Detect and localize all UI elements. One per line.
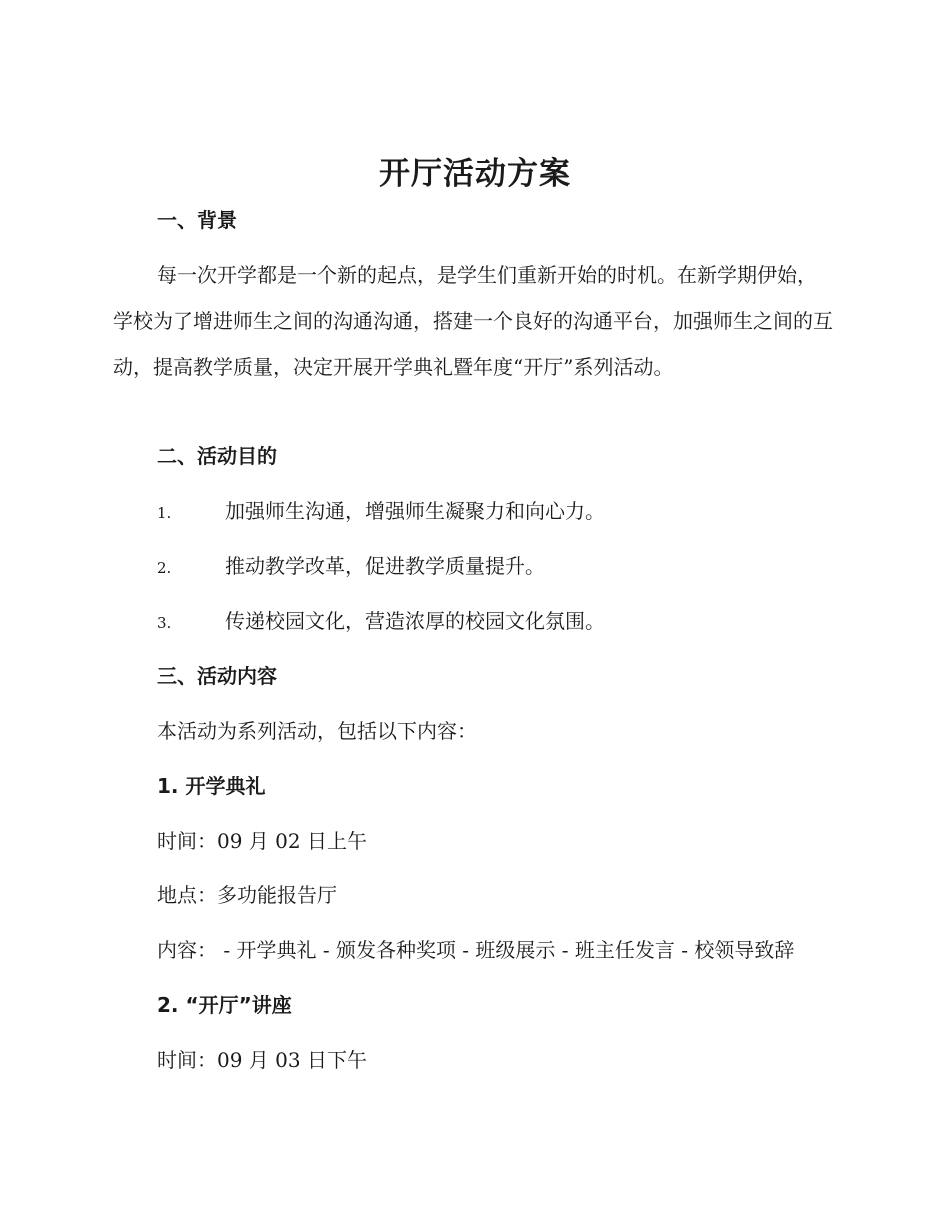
- list-number: 2.: [157, 559, 172, 577]
- list-number: 1.: [157, 504, 172, 522]
- list-text: 加强师生沟通，增强师生凝聚力和向心力。: [225, 499, 605, 523]
- event-content: 内容： - 开学典礼 - 颁发各种奖项 - 班级展示 - 班主任发言 - 校领导致辞: [157, 938, 795, 962]
- event-place: 地点：多功能报告厅: [157, 883, 337, 907]
- section-heading-content: 三、活动内容: [157, 664, 277, 688]
- section-heading-background: 一、背景: [157, 208, 237, 232]
- event-time: 时间：09 月 03 日下午: [157, 1048, 367, 1072]
- event-title-opening-ceremony: 1. 开学典礼: [157, 774, 266, 798]
- event-time: 时间：09 月 02 日上午: [157, 829, 367, 853]
- section-heading-purpose: 二、活动目的: [157, 444, 277, 468]
- list-item: [157, 496, 605, 528]
- list-number: 3.: [157, 614, 172, 632]
- list-item: [157, 606, 605, 638]
- content-intro: 本活动为系列活动，包括以下内容：: [157, 719, 477, 743]
- list-text: 推动教学改革，促进教学质量提升。: [225, 554, 545, 578]
- document-title: 开厅活动方案: [379, 156, 571, 192]
- event-title-lecture: 2. “开厅”讲座: [157, 993, 292, 1017]
- list-text: 传递校园文化，营造浓厚的校园文化氛围。: [225, 609, 605, 633]
- background-paragraph: 每一次开学都是一个新的起点，是学生们重新开始的时机。在新学期伊始，学校为了增进师生之间的沟通沟通，搭建一个良好的沟通平台，加强师生之间的互动，提高教学质量，决定开展开学典礼暨年度“开厅”系列活动。: [113, 263, 833, 379]
- list-item: [157, 551, 545, 583]
